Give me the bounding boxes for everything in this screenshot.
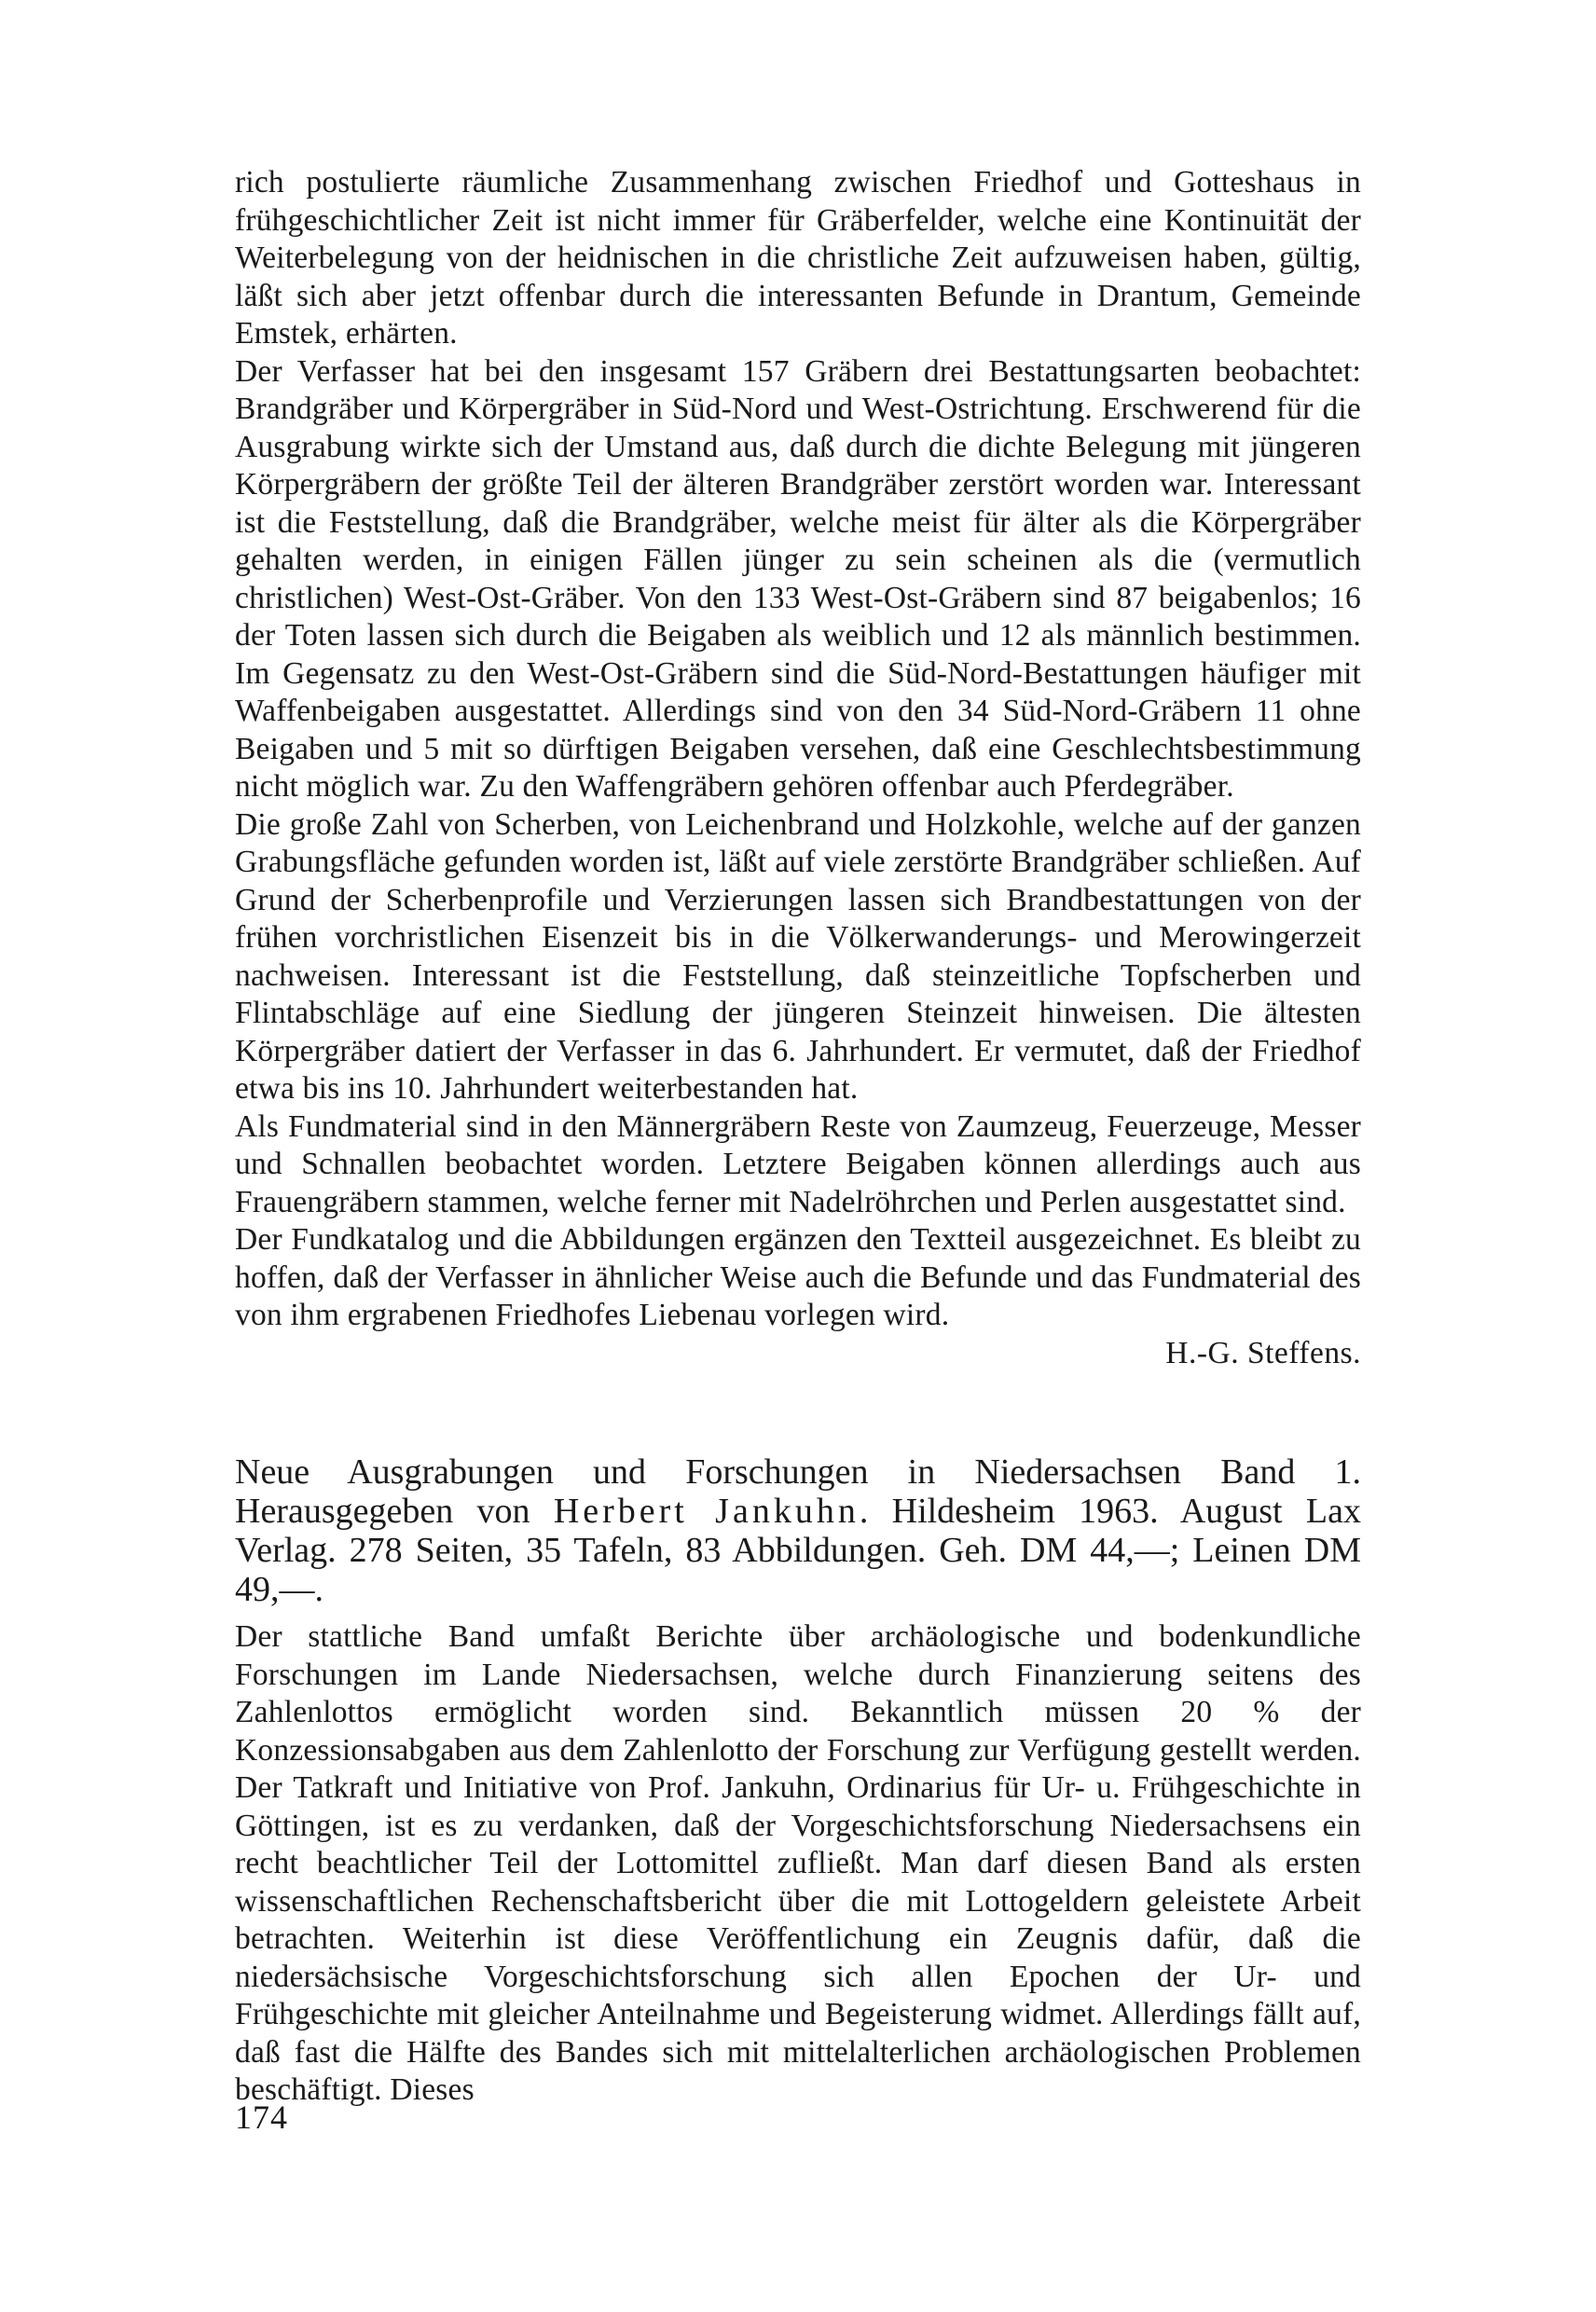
page-body [235,164,1361,2110]
review-heading [235,1452,1361,1609]
review-heading-editor: Herbert Jankuhn [553,1492,860,1531]
paragraph-grave-context: rich postulierte räumliche Zusammenhang zwischen Friedhof und Gotteshaus in frühgeschichtlicher Zeit ist nicht immer für Gräberfelder, welche eine Kontinuität der Weiterbelegung von der heidnischen in die christliche Zeit aufzuweisen haben, gültig, läßt sich aber jetzt offenbar durch die interessanten Befunde in Drantum, Gemeinde Emstek, erhärten. [235,165,1361,351]
review-heading-title: Neue Ausgrabungen und Forschungen in Niedersachsen Band 1. Herausgegeben von [235,1452,1361,1531]
review-heading-details: . Hildesheim 1963. August Lax Verlag. 278 Seiten, 35 Tafeln, 83 Abbildungen. Geh. DM 44,—; Leinen DM 49,—. [235,1492,1361,1609]
paragraph-finds: Als Fundmaterial sind in den Männergräbern Reste von Zaumzeug, Feuerzeuge, Messer und Schnallen beobachtet worden. Letztere Beigaben können allerdings auch aus Frauengräbern stammen, welche ferner mit Nadelröhrchen und Perlen ausgestattet sind. [235,1108,1361,1219]
paragraph-review-body: Der stattliche Band umfaßt Berichte über archäologische und bodenkundliche Forschungen im Lande Niedersachsen, welche durch Finanzierung seitens des Zahlenlottos ermöglicht worden sind. Bekanntlich müssen 20 % der Konzessionsabgaben aus dem Zahlenlotto der Forschung zur Verfügung gestellt werden. Der Tatkraft und Initiative von Prof. Jankuhn, Ordinarius für Ur- u. Frühgeschichte in Göttingen, ist es zu verdanken, daß der Vorgeschichtsforschung Niedersachsens ein recht beachtlicher Teil der Lottomittel zufließt. Man darf diesen Band als ersten wissenschaftlichen Rechenschaftsbericht über die mit Lottogeldern geleistete Arbeit betrachten. Weiterhin ist diese Veröffentlichung ein Zeugnis dafür, daß die niedersächsische Vorgeschichtsforschung sich allen Epochen der Ur- und Frühgeschichte mit gleicher Anteilnahme und Begeisterung widmet. Allerdings fällt auf, daß fast die Hälfte des Bandes sich mit mittelalterlichen archäologischen Problemen beschäftigt. Dieses [235,1619,1361,2107]
paragraph-catalogue: Der Fundkatalog und die Abbildungen ergänzen den Textteil ausgezeichnet. Es bleibt zu hoffen, daß der Verfasser in ähnlicher Weise auch die Befunde und das Fundmaterial des von ihm ergrabenen Friedhofes Liebenau vorlegen wird. [235,1222,1361,1332]
paragraph-burial-types: Der Verfasser hat bei den insgesamt 157 Gräbern drei Bestattungsarten beobachtet: Brandgräber und Körpergräber in Süd-Nord und West-Ostrichtung. Erschwerend für die Ausgrabung wirkte sich der Umstand aus, daß durch die dichte Belegung mit jüngeren Körpergräbern der größte Teil der älteren Brandgräber zerstört worden war. Interessant ist die Feststellung, daß die Brandgräber, welche meist für älter als die Körpergräber gehalten werden, in einigen Fällen jünger zu sein scheinen als die (vermutlich christlichen) West-Ost-Gräber. Von den 133 West-Ost-Gräbern sind 87 beigabenlos; 16 der Toten lassen sich durch die Beigaben als weiblich und 12 als männlich bestimmen. Im Gegensatz zu den West-Ost-Gräbern sind die Süd-Nord-Bestattungen häufiger mit Waffenbeigaben ausgestattet. Allerdings sind von den 34 Süd-Nord-Gräbern 11 ohne Beigaben und 5 mit so dürftigen Beigaben versehen, daß eine Geschlechtsbestimmung nicht möglich war. Zu den Waffengräbern gehören offenbar auch Pferdegräber. [235,353,1361,804]
paragraph-sherds: Die große Zahl von Scherben, von Leichenbrand und Holzkohle, welche auf der ganzen Grabungsfläche gefunden worden ist, läßt auf viele zerstörte Brandgräber schließen. Auf Grund der Scherbenprofile und Verzierungen lassen sich Brandbestattungen von der frühen vorchristlichen Eisenzeit bis in die Völkerwanderungs- und Merowingerzeit nachweisen. Interessant ist die Feststellung, daß steinzeitliche Topfscherben und Flintabschläge auf eine Siedlung der jüngeren Steinzeit hinweisen. Die ältesten Körpergräber datiert der Verfasser in das 6. Jahrhundert. Er vermutet, daß der Friedhof etwa bis ins 10. Jahrhundert weiterbestanden hat. [235,806,1361,1106]
page-number: 174 [235,2099,288,2136]
reviewer-signature: H.-G. Steffens. [1165,1335,1361,1370]
